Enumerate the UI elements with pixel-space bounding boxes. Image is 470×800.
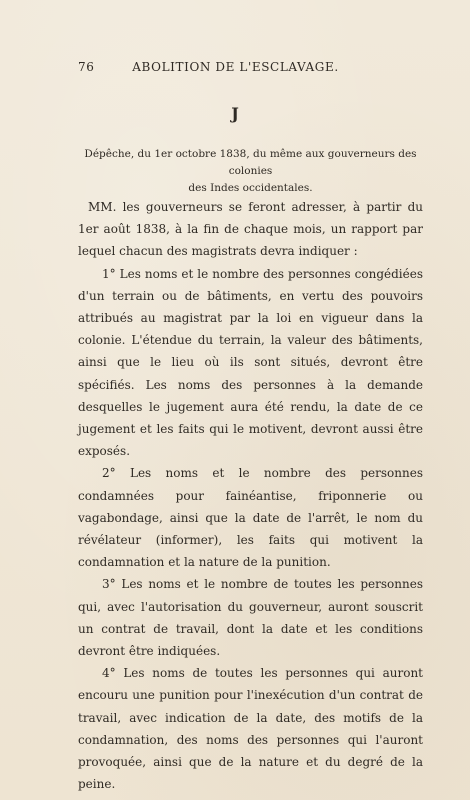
item-2-paragraph: 2° Les noms et le nombre des personnes condamnées pour fainéantise, friponnerie ou vagabondage, ainsi que la date de l'arrêt, le nom du révélateur (informer), les faits qui motivent la condamnation et la nature de la punition. <box>78 466 423 570</box>
running-title: ABOLITION DE L'ESCLAVAGE. <box>132 60 339 74</box>
item-1-paragraph: 1° Les noms et le nombre des personnes congédiées d'un terrain ou de bâtiments, en vertu des pouvoirs attribués au magistrat par la loi en vigueur dans la colonie. L'étendue du terrain, la valeur des bâtiments, ainsi que le lieu où ils sont situés, devront être spécifiés. Les noms des personnes à la demande desquelles le jugement aura été rendu, la date de ce jugement et les faits qui le motivent, devront aussi être exposés. <box>78 266 423 459</box>
section-letter: J <box>231 104 239 123</box>
item-4-paragraph: 4° Les noms de toutes les personnes qui auront encouru une punition pour l'inexécution d'un contrat de travail, avec indication de la date, des motifs de la condamnation, des noms des personnes qui l'auront provoquée, ainsi que de la nature et du degré de la peine. <box>78 666 423 792</box>
body-text <box>78 196 423 795</box>
dispatch-heading-line-2: des Indes occidentales. <box>188 182 313 194</box>
page-number: 76 <box>78 60 95 74</box>
dispatch-heading <box>78 146 423 197</box>
item-3-paragraph: 3° Les noms et le nombre de toutes les personnes qui, avec l'autorisation du gouverneur, auront souscrit un contrat de travail, dont la date et les conditions devront être indiquées. <box>78 577 423 659</box>
dispatch-heading-line-1: Dépêche, du 1er octobre 1838, du même aux gouverneurs des colonies <box>84 148 417 177</box>
running-head <box>78 60 393 76</box>
intro-paragraph: MM. les gouverneurs se feront adresser, à partir du 1er août 1838, à la fin de chaque mois, un rapport par lequel chacun des magistrats devra indiquer : <box>78 200 423 259</box>
